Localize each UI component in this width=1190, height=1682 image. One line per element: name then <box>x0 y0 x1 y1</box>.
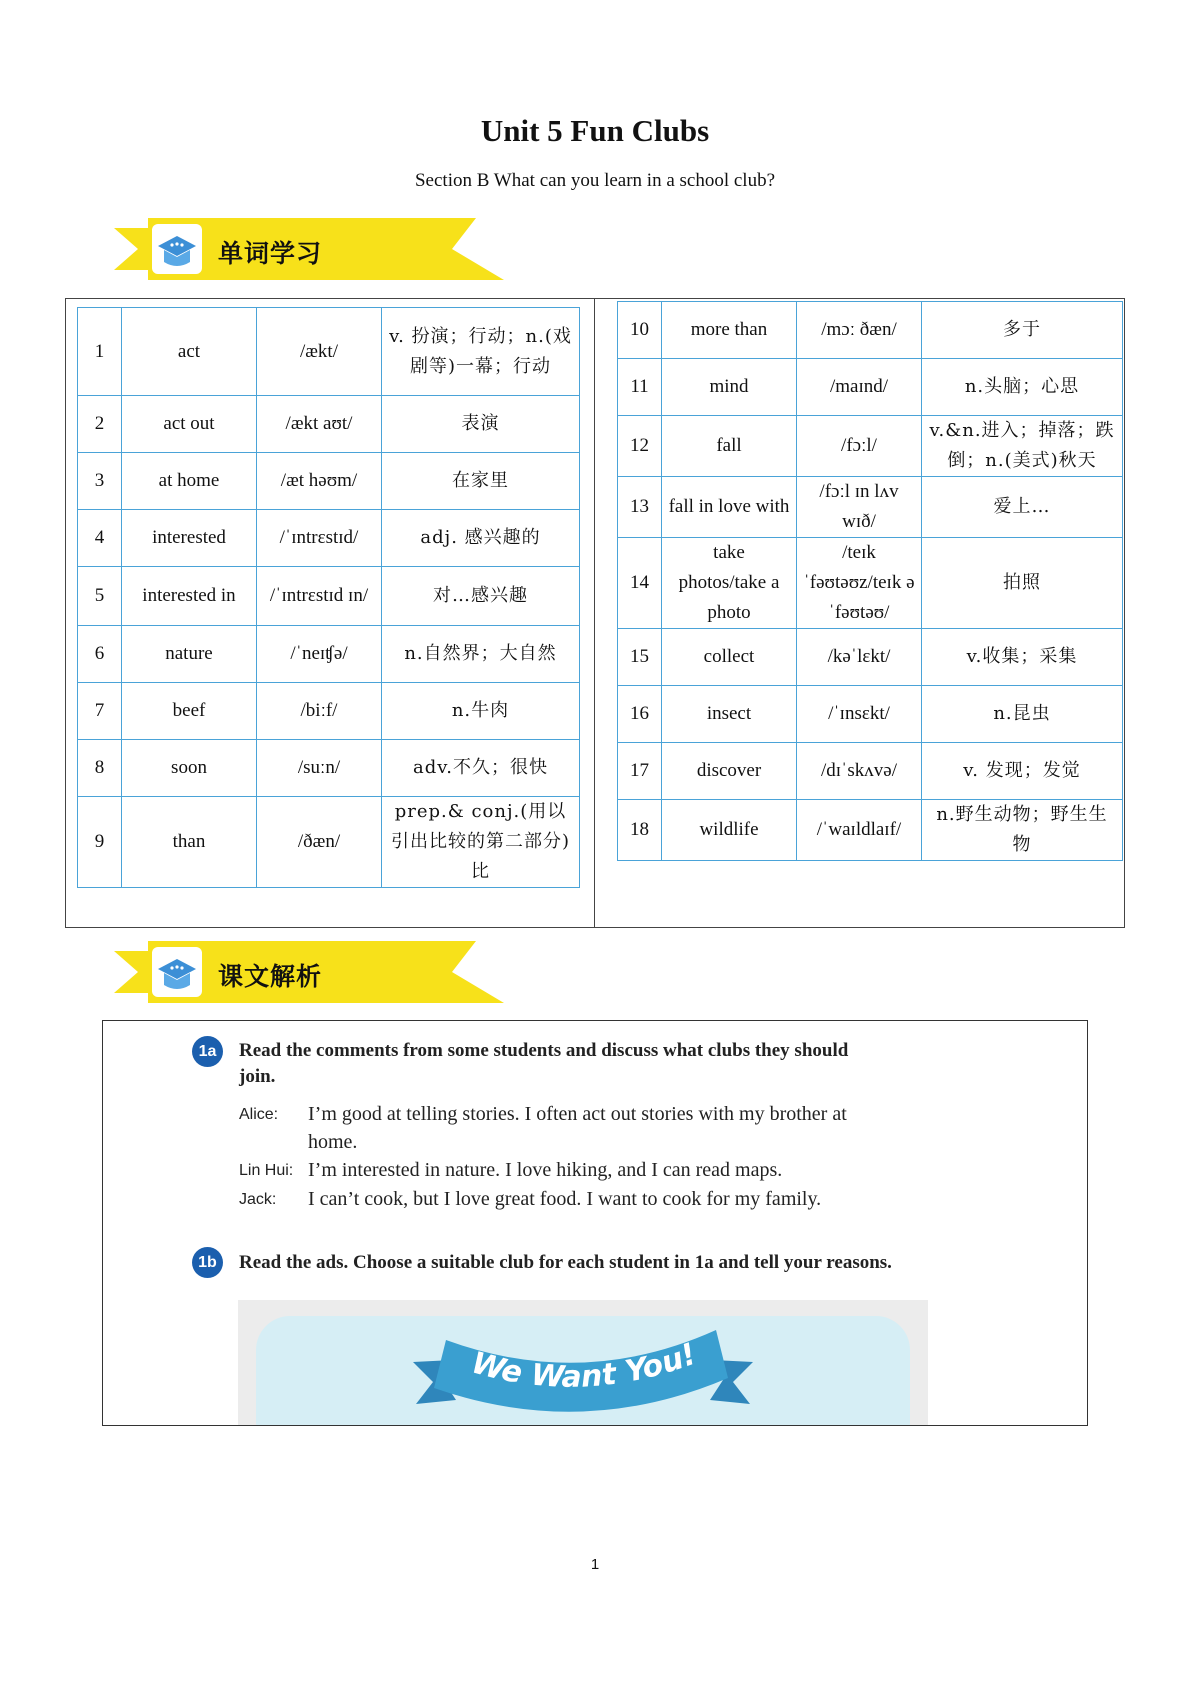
comment-text: I can’t cook, but I love great food. I want to cook for my family. <box>308 1188 822 1210</box>
vocab-row <box>78 453 580 510</box>
vocab-phonetic: /ˈneɪʧə/ <box>257 626 382 683</box>
vocab-row <box>618 629 1123 686</box>
vocab-meaning: v.收集；采集 <box>922 629 1123 686</box>
vocab-number: 6 <box>78 626 122 683</box>
vocab-word: collect <box>662 629 797 686</box>
section-banner-vocab <box>114 214 504 284</box>
vocab-number: 14 <box>618 538 662 629</box>
exercise-badge-1b: 1b <box>192 1247 223 1278</box>
comment-text-cont: home. <box>308 1131 358 1153</box>
vocab-number: 9 <box>78 797 122 888</box>
speaker-label: Alice: <box>239 1106 279 1123</box>
vocab-row <box>78 740 580 797</box>
ribbon-text: We Want You! <box>467 1336 701 1395</box>
vocab-word: discover <box>662 743 797 800</box>
exercise-1b-instruction: Read the ads. Choose a suitable club for each student in 1a and tell your reasons. <box>239 1252 892 1273</box>
exercise-1a-instruction-cont: join. <box>239 1066 276 1087</box>
vocab-number: 1 <box>78 308 122 396</box>
vocab-meaning: n.野生动物；野生生物 <box>922 800 1123 861</box>
vocab-phonetic: /maɪnd/ <box>797 359 922 416</box>
vocab-word: than <box>122 797 257 888</box>
vocab-word: fall <box>662 416 797 477</box>
vocab-meaning: n.昆虫 <box>922 686 1123 743</box>
vocab-phonetic: /ˈwaɪldlaɪf/ <box>797 800 922 861</box>
vocab-meaning: 爱上… <box>922 477 1123 538</box>
vocab-row <box>78 510 580 567</box>
vocab-word: nature <box>122 626 257 683</box>
section-banner-text <box>114 937 504 1007</box>
vocab-row <box>78 626 580 683</box>
speaker-label: Jack: <box>239 1191 277 1208</box>
vocab-word: more than <box>662 302 797 359</box>
vocab-meaning: n.牛肉 <box>382 683 580 740</box>
vocab-row <box>78 797 580 888</box>
vocab-meaning: n.头脑；心思 <box>922 359 1123 416</box>
vocab-row <box>618 359 1123 416</box>
vocab-phonetic: /ˈɪnsɛkt/ <box>797 686 922 743</box>
vocab-meaning: v. 发现；发觉 <box>922 743 1123 800</box>
vocab-phonetic: /dɪˈskʌvə/ <box>797 743 922 800</box>
vocab-word: beef <box>122 683 257 740</box>
vocab-word: act <box>122 308 257 396</box>
vocab-word: interested <box>122 510 257 567</box>
comment-text: I’m good at telling stories. I often act out stories with my brother at <box>308 1103 847 1125</box>
vocab-word: interested in <box>122 567 257 626</box>
vocab-number: 15 <box>618 629 662 686</box>
vocabulary-frame <box>65 298 1125 928</box>
page-number: 1 <box>590 1556 600 1573</box>
vocab-meaning: 表演 <box>382 396 580 453</box>
vocab-meaning: adj. 感兴趣的 <box>382 510 580 567</box>
vocab-number: 10 <box>618 302 662 359</box>
vocab-meaning: n.自然界；大自然 <box>382 626 580 683</box>
vocab-phonetic: /kəˈlɛkt/ <box>797 629 922 686</box>
vocab-number: 13 <box>618 477 662 538</box>
vocab-row <box>618 686 1123 743</box>
vocab-number: 8 <box>78 740 122 797</box>
vocab-meaning: v. 扮演；行动；n.(戏剧等)一幕；行动 <box>382 308 580 396</box>
vocab-word: act out <box>122 396 257 453</box>
vocab-row <box>618 302 1123 359</box>
exercise-1a-instruction: Read the comments from some students and discuss what clubs they should <box>239 1040 849 1061</box>
page-subtitle: Section B What can you learn in a school club? <box>414 170 776 191</box>
vocab-meaning: v.&n.进入；掉落；跌倒；n.(美式)秋天 <box>922 416 1123 477</box>
section-label-vocab: 单词学习 <box>218 239 323 268</box>
vocab-row <box>78 683 580 740</box>
vocab-meaning: adv.不久；很快 <box>382 740 580 797</box>
page-title: Unit 5 Fun Clubs <box>480 113 710 148</box>
vocab-word: take photos/take a photo <box>662 538 797 629</box>
vocab-number: 4 <box>78 510 122 567</box>
vocab-phonetic: /mɔː ðæn/ <box>797 302 922 359</box>
vocab-phonetic: /ækt/ <box>257 308 382 396</box>
vocab-phonetic: /fɔːl ɪn lʌv wɪð/ <box>797 477 922 538</box>
vocab-word: insect <box>662 686 797 743</box>
vocab-row <box>618 800 1123 861</box>
vocab-meaning: 在家里 <box>382 453 580 510</box>
vocab-phonetic: /ˈɪntrɛstɪd ɪn/ <box>257 567 382 626</box>
vocab-word: soon <box>122 740 257 797</box>
vocab-row <box>618 416 1123 477</box>
graduation-cap-icon <box>146 218 208 280</box>
vocab-number: 17 <box>618 743 662 800</box>
exercise-badge-1a: 1a <box>192 1036 223 1067</box>
graduation-cap-icon <box>146 941 208 1003</box>
column-divider <box>594 299 595 927</box>
vocab-phonetic: /teɪk ˈfəʊtəʊz/teɪk ə ˈfəʊtəʊ/ <box>797 538 922 629</box>
vocab-phonetic: /biːf/ <box>257 683 382 740</box>
comment-text: I’m interested in nature. I love hiking, and I can read maps. <box>308 1159 783 1181</box>
section-label-text: 课文解析 <box>218 962 323 991</box>
vocab-row <box>618 538 1123 629</box>
vocab-number: 12 <box>618 416 662 477</box>
vocab-number: 3 <box>78 453 122 510</box>
vocab-row <box>618 477 1123 538</box>
vocab-meaning: prep.& conj.(用以引出比较的第二部分)比 <box>382 797 580 888</box>
vocab-number: 5 <box>78 567 122 626</box>
vocab-row <box>78 396 580 453</box>
vocab-row <box>618 743 1123 800</box>
vocab-word: mind <box>662 359 797 416</box>
club-ad-image <box>238 1300 928 1426</box>
vocab-phonetic: /fɔːl/ <box>797 416 922 477</box>
vocab-meaning: 多于 <box>922 302 1123 359</box>
textbook-excerpt <box>102 1020 1088 1426</box>
vocab-phonetic: /suːn/ <box>257 740 382 797</box>
vocab-word: at home <box>122 453 257 510</box>
vocab-row <box>78 567 580 626</box>
vocab-number: 7 <box>78 683 122 740</box>
vocab-number: 2 <box>78 396 122 453</box>
vocab-table-right <box>617 301 1123 861</box>
vocab-phonetic: /ˈɪntrɛstɪd/ <box>257 510 382 567</box>
vocab-meaning: 拍照 <box>922 538 1123 629</box>
vocab-phonetic: /ækt aʊt/ <box>257 396 382 453</box>
vocab-phonetic: /æt həʊm/ <box>257 453 382 510</box>
vocab-row <box>78 308 580 396</box>
vocab-meaning: 对…感兴趣 <box>382 567 580 626</box>
speaker-label: Lin Hui: <box>239 1162 294 1179</box>
ribbon-banner-graphic <box>238 1300 928 1426</box>
vocab-number: 18 <box>618 800 662 861</box>
vocab-word: fall in love with <box>662 477 797 538</box>
vocab-word: wildlife <box>662 800 797 861</box>
vocab-table-left <box>77 307 580 888</box>
vocab-phonetic: /ðæn/ <box>257 797 382 888</box>
vocab-number: 11 <box>618 359 662 416</box>
vocab-number: 16 <box>618 686 662 743</box>
